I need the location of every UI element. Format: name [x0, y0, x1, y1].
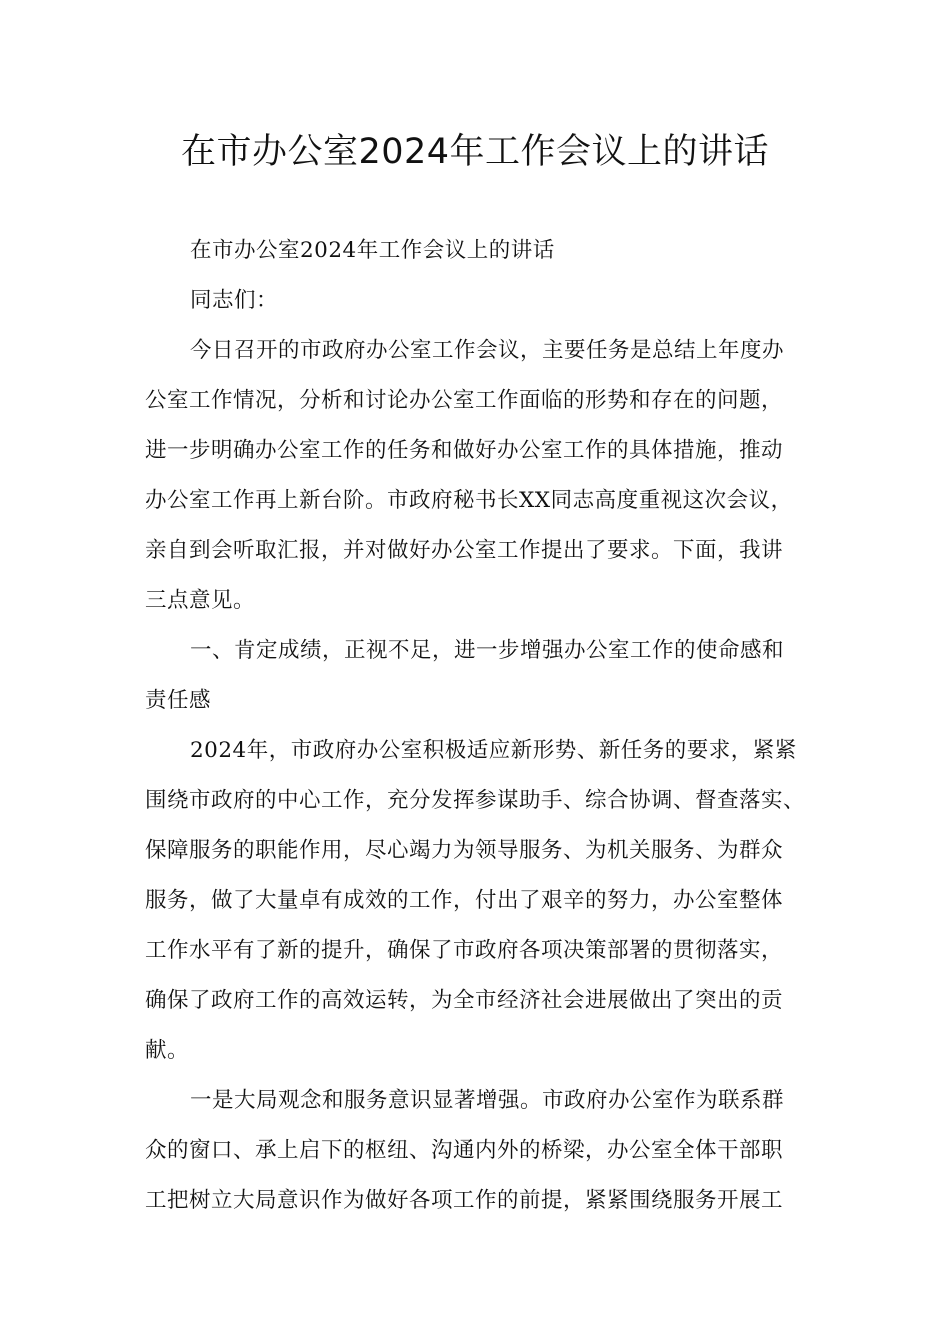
text-line: 亲自到会听取汇报，并对做好办公室工作提出了要求。下面，我讲	[145, 538, 784, 563]
text-line: 一、肯定成绩，正视不足，进一步增强办公室工作的使命感和	[190, 638, 785, 663]
document-title: 在市办公室2024年工作会议上的讲话	[180, 132, 770, 172]
text-line: 围绕市政府的中心工作，充分发挥参谋助手、综合协调、督查落实、	[145, 788, 806, 813]
text-line: 今日召开的市政府办公室工作会议，主要任务是总结上年度办	[190, 338, 785, 363]
text-line: 2024年，市政府办公室积极适应新形势、新任务的要求，紧紧	[190, 738, 797, 763]
text-line: 公室工作情况，分析和讨论办公室工作面临的形势和存在的问题，	[145, 388, 784, 413]
text-line: 在市办公室2024年工作会议上的讲话	[190, 238, 555, 263]
text-line: 一是大局观念和服务意识显著增强。市政府办公室作为联系群	[190, 1088, 785, 1113]
text-line: 服务，做了大量卓有成效的工作，付出了艰辛的努力，办公室整体	[145, 888, 784, 913]
text-line: 献。	[145, 1038, 190, 1063]
text-line: 责任感	[145, 688, 212, 713]
text-line: 进一步明确办公室工作的任务和做好办公室工作的具体措施，推动	[145, 438, 784, 463]
document-body	[145, 226, 820, 1226]
text-line: 众的窗口、承上启下的枢纽、沟通内外的桥梁，办公室全体干部职	[145, 1138, 784, 1163]
text-line: 保障服务的职能作用，尽心竭力为领导服务、为机关服务、为群众	[145, 838, 784, 863]
text-line: 确保了政府工作的高效运转，为全市经济社会进展做出了突出的贡	[145, 988, 784, 1013]
text-line: 同志们：	[190, 288, 279, 313]
text-line: 工把树立大局意识作为做好各项工作的前提，紧紧围绕服务开展工	[145, 1188, 784, 1213]
text-line: 办公室工作再上新台阶。市政府秘书长XX同志高度重视这次会议，	[145, 488, 793, 513]
text-line: 工作水平有了新的提升，确保了市政府各项决策部署的贯彻落实，	[145, 938, 784, 963]
text-line: 三点意见。	[145, 588, 256, 613]
